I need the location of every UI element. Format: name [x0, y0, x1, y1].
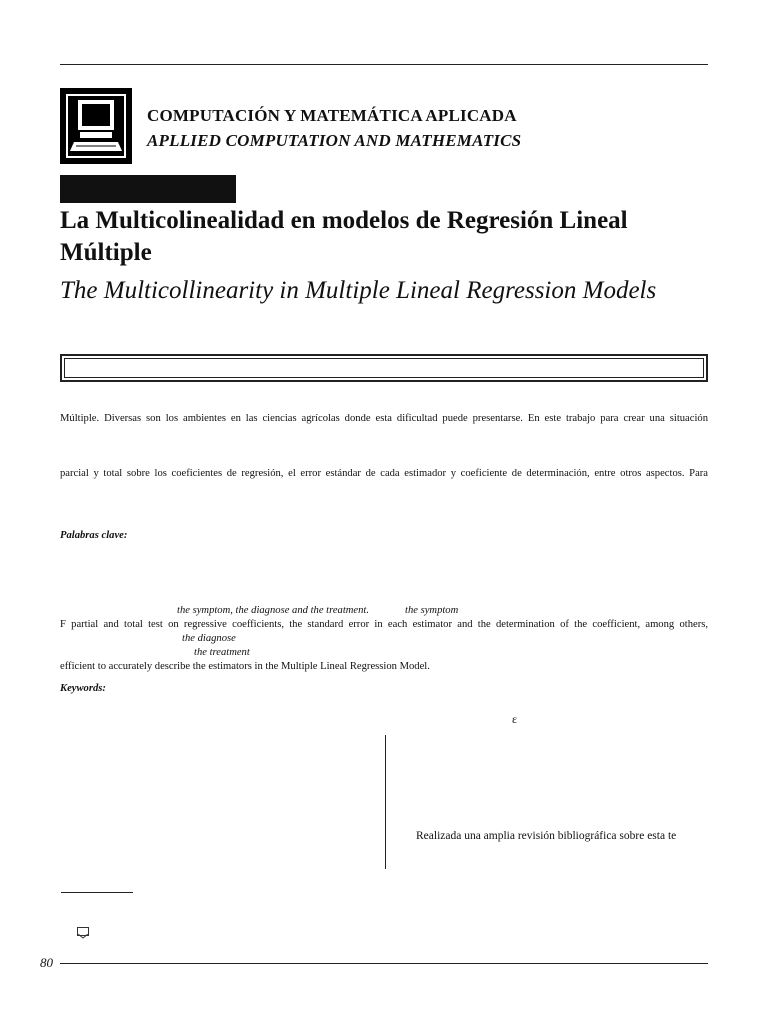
resumen-line-1: Múltiple. Diversas son los ambientes en las ciencias agrícolas donde esta dificultad puede presentarse. En este trabajo para crear una situación — [60, 413, 708, 424]
journal-logo — [60, 88, 132, 164]
envelope-icon — [77, 927, 89, 936]
top-rule — [60, 64, 708, 65]
abstract-fragment-a: the symptom, the diagnose and the treatment. — [177, 605, 370, 616]
resumen-line-2: parcial y total sobre los coeficientes de regresión, el error estándar de cada estimador y coeficiente de determinación, entre otros aspectos. Para — [60, 468, 708, 479]
keywords-label: Keywords: — [60, 683, 106, 694]
right-column-text: Realizada una amplia revisión bibliográfica sobre esta te — [416, 830, 677, 842]
abstract-frame — [60, 354, 708, 382]
abstract-fragment-c: the diagnose — [182, 633, 236, 644]
abstract-fragment-d: the treatment — [194, 647, 250, 658]
footnote-rule — [61, 892, 133, 893]
bottom-rule — [60, 963, 708, 964]
abstract-line-1: F partial and total test on regressive coefficients, the standard error in each estimator and the determination of the coefficient, among others, — [60, 619, 708, 630]
article-title-spanish: La Multicolinealidad en modelos de Regresión Lineal Múltiple — [60, 207, 628, 266]
page-number: 80 — [40, 955, 53, 970]
journal-name-spanish: COMPUTACIÓN Y MATEMÁTICA APLICADA — [147, 106, 517, 125]
column-divider — [385, 735, 386, 869]
abstract-frame-inner — [64, 358, 704, 378]
palabras-clave-label: Palabras clave: — [60, 530, 128, 541]
article-title-english: The Multicollinearity in Multiple Lineal Regression Models — [60, 277, 657, 304]
computer-monitor-icon — [60, 88, 132, 164]
journal-name-english: APLLIED COMPUTATION AND MATHEMATICS — [147, 131, 522, 150]
abstract-line-2: efficient to accurately describe the estimators in the Multiple Lineal Regression Model. — [60, 661, 430, 672]
section-bar — [60, 175, 236, 203]
abstract-fragment-b: the symptom — [405, 605, 459, 616]
epsilon-symbol: ε — [512, 712, 518, 726]
